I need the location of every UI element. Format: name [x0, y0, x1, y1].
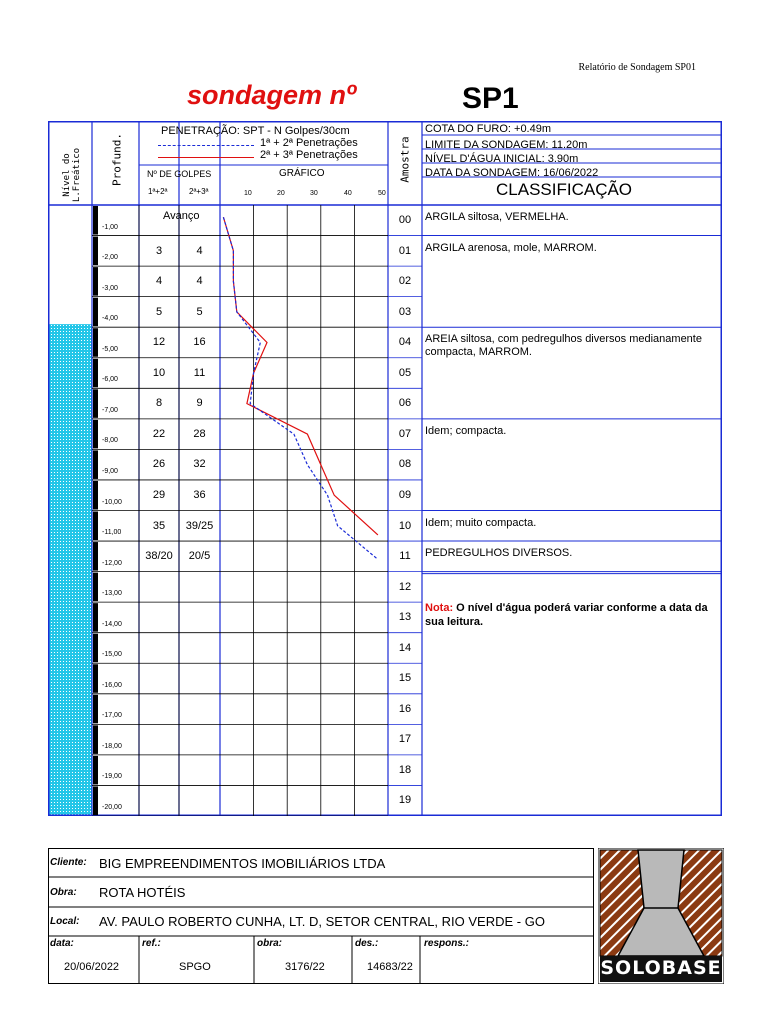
data-sondagem: DATA DA SONDAGEM: 16/06/2022	[425, 167, 599, 179]
sample-number: 16	[398, 702, 412, 715]
golpes-23-value: 32	[193, 458, 206, 471]
golpes-23-value: 36	[193, 488, 206, 501]
golpes-12-value: 38/20	[145, 550, 173, 563]
sample-number: 19	[398, 794, 412, 807]
nota-text: O nível d'água poderá variar conforme a data da sua leitura.	[425, 602, 708, 628]
depth-label: -18,00	[102, 742, 122, 750]
grafico-header: GRÁFICO	[279, 168, 325, 179]
depth-label: -17,00	[102, 712, 122, 720]
nivel-header: Nível do L.Freático	[62, 147, 82, 203]
legend-dashed-line	[158, 139, 254, 146]
depth-marker-bar	[93, 298, 98, 327]
depth-label: -14,00	[102, 620, 122, 628]
avanco-label: Avanço	[163, 210, 200, 222]
obra-value: ROTA HOTÉIS	[99, 885, 186, 900]
probe-id: SP1	[462, 82, 519, 115]
depth-marker-bar	[93, 603, 98, 632]
depth-label: -9,00	[102, 467, 118, 475]
report-label: Relatório de Sondagem SP01	[578, 62, 696, 73]
golpes-12-value: 4	[155, 275, 163, 288]
sample-number: 18	[398, 763, 412, 776]
depth-label: -13,00	[102, 590, 122, 598]
nota-label: Nota:	[425, 602, 454, 614]
nivel-agua: NÍVEL D'ÁGUA INICIAL: 3.90m	[425, 153, 579, 165]
legend-12: 1ª + 2ª Penetrações	[260, 137, 358, 149]
golpes-12-value: 26	[152, 458, 166, 471]
obra-n-label: obra:	[257, 938, 282, 949]
obra-n-value: 3176/22	[285, 961, 325, 973]
depth-marker-bar	[93, 786, 98, 815]
respons-label: respons.:	[424, 938, 470, 949]
depth-marker-bar	[93, 237, 98, 266]
sample-number: 14	[398, 641, 412, 654]
depth-label: -5,00	[102, 345, 118, 353]
depth-label: -6,00	[102, 376, 118, 384]
data-label: data:	[50, 938, 74, 949]
sample-number: 05	[398, 366, 412, 379]
classification-text: ARGILA arenosa, mole, MARROM.	[425, 241, 597, 254]
golpes-12-value: 3	[155, 244, 163, 257]
des-label: des.:	[355, 938, 379, 949]
golpes-12-value: 8	[155, 397, 163, 410]
data-value: 20/06/2022	[64, 961, 120, 973]
golpes-12-value: 12	[152, 336, 166, 349]
golpes-23-value: 9	[196, 397, 203, 410]
classification-text: AREIA siltosa, com pedregulhos diversos medianamente compacta, MARROM.	[425, 333, 702, 359]
sample-number: 00	[398, 214, 412, 226]
sample-number: 17	[398, 733, 412, 746]
sample-number: 11	[399, 550, 411, 563]
des-value: 14683/22	[367, 961, 413, 973]
golpes-23-value: 4	[196, 244, 203, 257]
golpes-23-value: 28	[193, 427, 206, 440]
sample-number: 10	[398, 519, 412, 532]
nota	[425, 601, 721, 629]
depth-label: -4,00	[102, 315, 118, 323]
depth-marker-bar	[93, 481, 98, 510]
penetracao-header: PENETRAÇÃO: SPT - N Golpes/30cm	[161, 125, 350, 137]
depth-marker-bar	[93, 512, 98, 541]
legend-solid-line	[158, 151, 254, 158]
grafico-tick: 30	[310, 190, 318, 197]
depth-label: -20,00	[102, 804, 122, 811]
cliente-label: Cliente:	[50, 857, 87, 868]
classificacao-header: CLASSIFICAÇÃO	[496, 180, 633, 199]
golpes-12-value: 5	[155, 305, 163, 318]
golpes-23-value: 4	[196, 275, 203, 288]
depth-label: -7,00	[102, 406, 118, 414]
classification-text: PEDREGULHOS DIVERSOS.	[425, 547, 573, 560]
ref-label: ref.:	[142, 938, 161, 949]
water-table-fill	[49, 324, 92, 815]
sample-number: 08	[398, 458, 412, 471]
golpes-23-value: 5	[196, 305, 203, 318]
classification-text: Idem; muito compacta.	[425, 516, 537, 529]
classification-text: Idem; compacta.	[425, 424, 507, 437]
depth-label: -10,00	[102, 498, 122, 506]
depth-marker-bar	[93, 267, 98, 296]
grafico-tick: 10	[244, 190, 252, 197]
depth-marker-bar	[93, 573, 98, 602]
golpes-12-value: 35	[152, 519, 166, 532]
sample-number: 04	[398, 336, 412, 349]
golpes-23-value: 39/25	[185, 519, 214, 532]
golpes-23-value: 16	[193, 336, 206, 349]
local-value: AV. PAULO ROBERTO CUNHA, LT. D, SETOR CENTRAL, RIO VERDE - GO	[99, 914, 545, 929]
sample-number: 13	[398, 611, 412, 624]
depth-label: -12,00	[102, 559, 122, 567]
grafico-tick: 40	[344, 190, 352, 197]
sample-number: 09	[398, 488, 412, 501]
cota-furo: COTA DO FURO: +0.49m	[425, 123, 552, 135]
depth-marker-bar	[93, 664, 98, 693]
golpes-23-value: 11	[193, 366, 206, 379]
depth-marker-bar	[93, 542, 98, 571]
classification-text: ARGILA siltosa, VERMELHA.	[425, 211, 569, 223]
depth-marker-bar	[93, 450, 98, 479]
grafico-tick: 50	[378, 190, 386, 197]
depth-label: -8,00	[102, 437, 118, 445]
depth-marker-bar	[93, 420, 98, 449]
golpes-12-value: 29	[152, 488, 166, 501]
sample-number: 01	[398, 244, 412, 257]
depth-marker-bar	[93, 695, 98, 724]
golpes-header: Nº DE GOLPES	[147, 169, 212, 179]
depth-marker-bar	[93, 328, 98, 357]
golpes-12-value: 22	[152, 427, 166, 440]
grafico-tick: 20	[277, 190, 285, 197]
depth-label: -3,00	[102, 284, 118, 292]
local-label: Local:	[50, 916, 80, 927]
depth-marker-bar	[93, 756, 98, 785]
depth-label: -16,00	[102, 681, 122, 689]
sample-number: 06	[398, 397, 412, 410]
logo-text: SOLOBASE	[600, 957, 722, 979]
golpes-23-value: 20/5	[188, 550, 211, 563]
sample-number: 03	[398, 305, 412, 318]
golpes-23-header: 2ª+3ª	[189, 187, 209, 196]
depth-marker-bar	[93, 359, 98, 388]
solobase-logo	[598, 848, 724, 984]
sample-number: 12	[398, 580, 412, 593]
depth-marker-bar	[93, 389, 98, 418]
footer-title-block	[48, 848, 594, 984]
golpes-12-header: 1ª+2ª	[148, 187, 168, 196]
depth-label: -11,00	[102, 529, 122, 537]
obra-label: Obra:	[50, 887, 77, 898]
golpes-12-value: 10	[152, 366, 166, 379]
ref-value: SPGO	[179, 961, 211, 973]
sample-number: 02	[398, 275, 412, 288]
legend-23: 2ª + 3ª Penetrações	[260, 149, 358, 161]
sample-number: 15	[398, 672, 412, 685]
depth-marker-bar	[93, 634, 98, 663]
sample-number: 07	[398, 427, 412, 440]
depth-label: -15,00	[102, 651, 122, 659]
profund-header: Profund.	[110, 133, 124, 186]
cliente-value: BIG EMPREENDIMENTOS IMOBILIÁRIOS LTDA	[99, 856, 386, 871]
depth-label: -19,00	[102, 773, 122, 781]
limite-sondagem: LIMITE DA SONDAGEM: 11.20m	[425, 139, 588, 151]
depth-marker-bar	[93, 206, 98, 235]
boring-log-table	[48, 121, 722, 816]
depth-marker-bar	[93, 725, 98, 754]
page-title: sondagem nº	[187, 80, 356, 110]
depth-label: -2,00	[102, 254, 118, 262]
amostra-header: Amostra	[398, 136, 412, 183]
depth-label: -1,00	[102, 223, 118, 231]
